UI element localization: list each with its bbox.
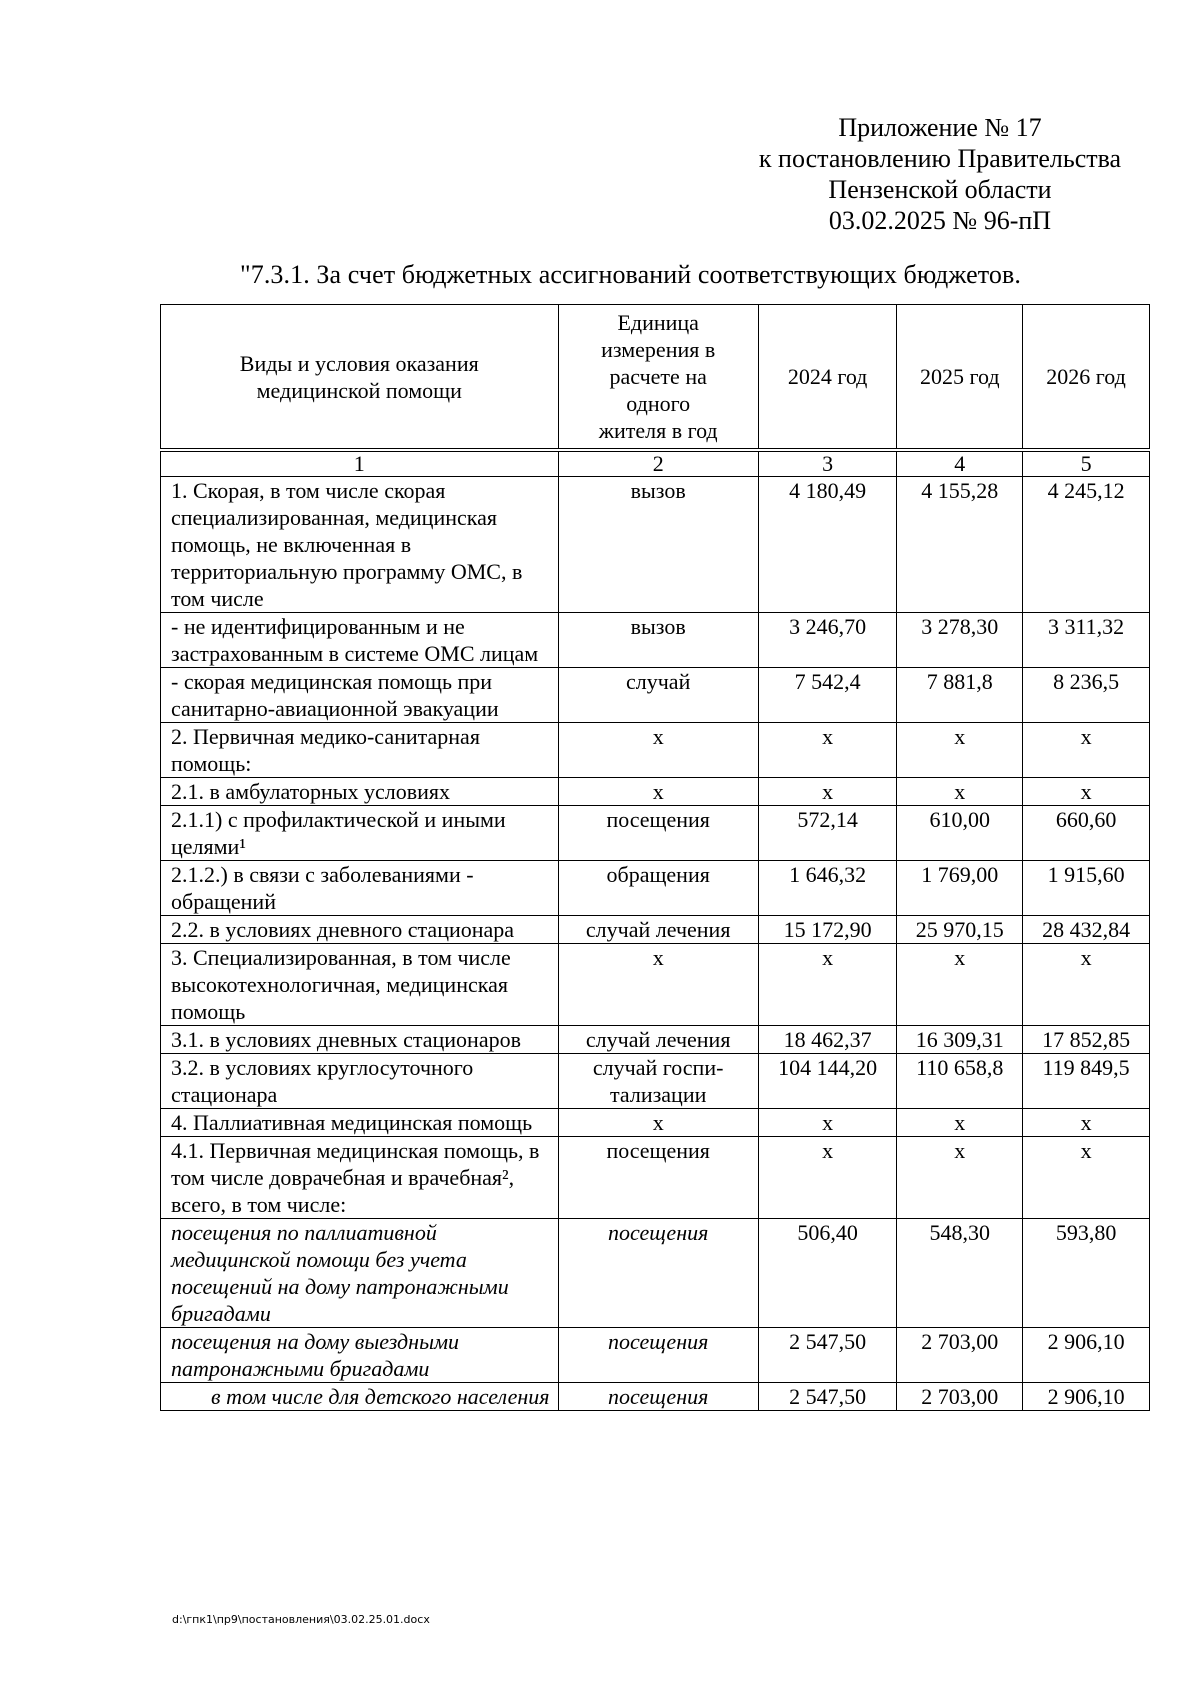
row-unit: случай (558, 668, 758, 723)
header-2025: 2025 год (897, 305, 1023, 451)
value-2026: х (1023, 944, 1150, 1026)
table-body (161, 477, 1150, 1411)
value-2025: 2 703,00 (897, 1383, 1023, 1411)
table-row (161, 1026, 1150, 1054)
table-row (161, 861, 1150, 916)
row-label: 2.2. в условиях дневного стационара (161, 916, 559, 944)
table-row (161, 1109, 1150, 1137)
value-2024: 1 646,32 (758, 861, 897, 916)
value-2026: х (1023, 1137, 1150, 1219)
row-unit: случай лечения (558, 916, 758, 944)
value-2024: х (758, 778, 897, 806)
value-2024: х (758, 723, 897, 778)
value-2024: 506,40 (758, 1219, 897, 1328)
value-2025: х (897, 723, 1023, 778)
row-unit: случай госпи-тализации (558, 1054, 758, 1109)
value-2025: 7 881,8 (897, 668, 1023, 723)
value-2025: 25 970,15 (897, 916, 1023, 944)
row-unit: х (558, 778, 758, 806)
value-2026: 2 906,10 (1023, 1328, 1150, 1383)
value-2024: х (758, 944, 897, 1026)
value-2025: 4 155,28 (897, 477, 1023, 613)
column-number: 4 (897, 450, 1023, 477)
appendix-region: Пензенской области (828, 175, 1052, 204)
section-title: "7.3.1. За счет бюджетных ассигнований соответствующих бюджетов. (240, 260, 1021, 289)
value-2025: 1 769,00 (897, 861, 1023, 916)
row-label: 4.1. Первичная медицинская помощь, в том числе доврачебная и врачебная², всего, в том числе: (161, 1137, 559, 1219)
value-2025: 110 658,8 (897, 1054, 1023, 1109)
row-label: 2.1.2.) в связи с заболеваниями - обращений (161, 861, 559, 916)
table-row (161, 944, 1150, 1026)
value-2026: х (1023, 778, 1150, 806)
row-unit: вызов (558, 613, 758, 668)
table-row (161, 613, 1150, 668)
row-label: посещения по паллиативной медицинской помощи без учета посещений на дому патронажными бригадами (161, 1219, 559, 1328)
header-2026: 2026 год (1023, 305, 1150, 451)
value-2025: 2 703,00 (897, 1328, 1023, 1383)
row-unit: обращения (558, 861, 758, 916)
table-row (161, 1054, 1150, 1109)
value-2024: 2 547,50 (758, 1328, 897, 1383)
table-row (161, 806, 1150, 861)
row-label: в том числе для детского населения (161, 1383, 559, 1411)
table-row (161, 723, 1150, 778)
value-2025: 16 309,31 (897, 1026, 1023, 1054)
row-label: - скорая медицинская помощь при санитарно-авиационной эвакуации (161, 668, 559, 723)
value-2025: 3 278,30 (897, 613, 1023, 668)
column-number: 3 (758, 450, 897, 477)
header-2024: 2024 год (758, 305, 897, 451)
value-2024: 7 542,4 (758, 668, 897, 723)
value-2026: х (1023, 723, 1150, 778)
value-2024: 4 180,49 (758, 477, 897, 613)
value-2024: х (758, 1137, 897, 1219)
value-2025: 610,00 (897, 806, 1023, 861)
value-2024: 15 172,90 (758, 916, 897, 944)
value-2026: 8 236,5 (1023, 668, 1150, 723)
value-2025: х (897, 778, 1023, 806)
value-2025: х (897, 944, 1023, 1026)
row-unit: посещения (558, 1137, 758, 1219)
row-label: 4. Паллиативная медицинская помощь (161, 1109, 559, 1137)
column-number: 2 (558, 450, 758, 477)
header-care-type: Виды и условия оказания медицинской помощи (161, 305, 559, 451)
row-label: 2.1.1) с профилактической и иными целями¹ (161, 806, 559, 861)
appendix-resolution: к постановлению Правительства (758, 144, 1122, 173)
row-unit: посещения (558, 1383, 758, 1411)
value-2026: 3 311,32 (1023, 613, 1150, 668)
value-2025: х (897, 1109, 1023, 1137)
value-2026: 2 906,10 (1023, 1383, 1150, 1411)
appendix-number: Приложение № 17 (838, 113, 1042, 142)
value-2026: 28 432,84 (1023, 916, 1150, 944)
row-unit: посещения (558, 1219, 758, 1328)
row-label: - не идентифицированным и не застрахованным в системе ОМС лицам (161, 613, 559, 668)
table-row (161, 1137, 1150, 1219)
value-2024: 3 246,70 (758, 613, 897, 668)
header-unit: Единица измерения в расчете на одного жителя в год (558, 305, 758, 451)
value-2026: 17 852,85 (1023, 1026, 1150, 1054)
column-number-row (161, 450, 1150, 477)
table-row (161, 1383, 1150, 1411)
table-row (161, 916, 1150, 944)
row-label: 3.1. в условиях дневных стационаров (161, 1026, 559, 1054)
value-2024: 572,14 (758, 806, 897, 861)
row-label: посещения на дому выездными патронажными бригадами (161, 1328, 559, 1383)
appendix-date-number: 03.02.2025 № 96-пП (828, 206, 1052, 235)
value-2025: х (897, 1137, 1023, 1219)
value-2026: 119 849,5 (1023, 1054, 1150, 1109)
value-2024: 18 462,37 (758, 1026, 897, 1054)
value-2024: 2 547,50 (758, 1383, 897, 1411)
value-2026: 1 915,60 (1023, 861, 1150, 916)
table-row (161, 1219, 1150, 1328)
row-unit: случай лечения (558, 1026, 758, 1054)
value-2025: 548,30 (897, 1219, 1023, 1328)
table-row (161, 778, 1150, 806)
value-2026: х (1023, 1109, 1150, 1137)
row-unit: х (558, 944, 758, 1026)
table-row (161, 668, 1150, 723)
row-label: 1. Скорая, в том числе скорая специализированная, медицинская помощь, не включенная в территориальную программу ОМС, в том числе (161, 477, 559, 613)
value-2026: 593,80 (1023, 1219, 1150, 1328)
column-number: 5 (1023, 450, 1150, 477)
value-2024: 104 144,20 (758, 1054, 897, 1109)
row-unit: х (558, 1109, 758, 1137)
row-unit: посещения (558, 1328, 758, 1383)
file-path-footer: d:\гпк1\пр9\постановления\03.02.25.01.docx (172, 1613, 430, 1626)
value-2026: 660,60 (1023, 806, 1150, 861)
table-row (161, 1328, 1150, 1383)
row-label: 3.2. в условиях круглосуточного стационара (161, 1054, 559, 1109)
row-label: 2. Первичная медико-санитарная помощь: (161, 723, 559, 778)
row-unit: х (558, 723, 758, 778)
appendix-header (730, 112, 1150, 236)
value-2024: х (758, 1109, 897, 1137)
row-label: 3. Специализированная, в том числе высокотехнологичная, медицинская помощь (161, 944, 559, 1026)
standards-table (160, 304, 1150, 1411)
row-unit: вызов (558, 477, 758, 613)
row-label: 2.1. в амбулаторных условиях (161, 778, 559, 806)
table-row (161, 477, 1150, 613)
row-unit: посещения (558, 806, 758, 861)
column-number: 1 (161, 450, 559, 477)
value-2026: 4 245,12 (1023, 477, 1150, 613)
table-header-row (161, 305, 1150, 451)
